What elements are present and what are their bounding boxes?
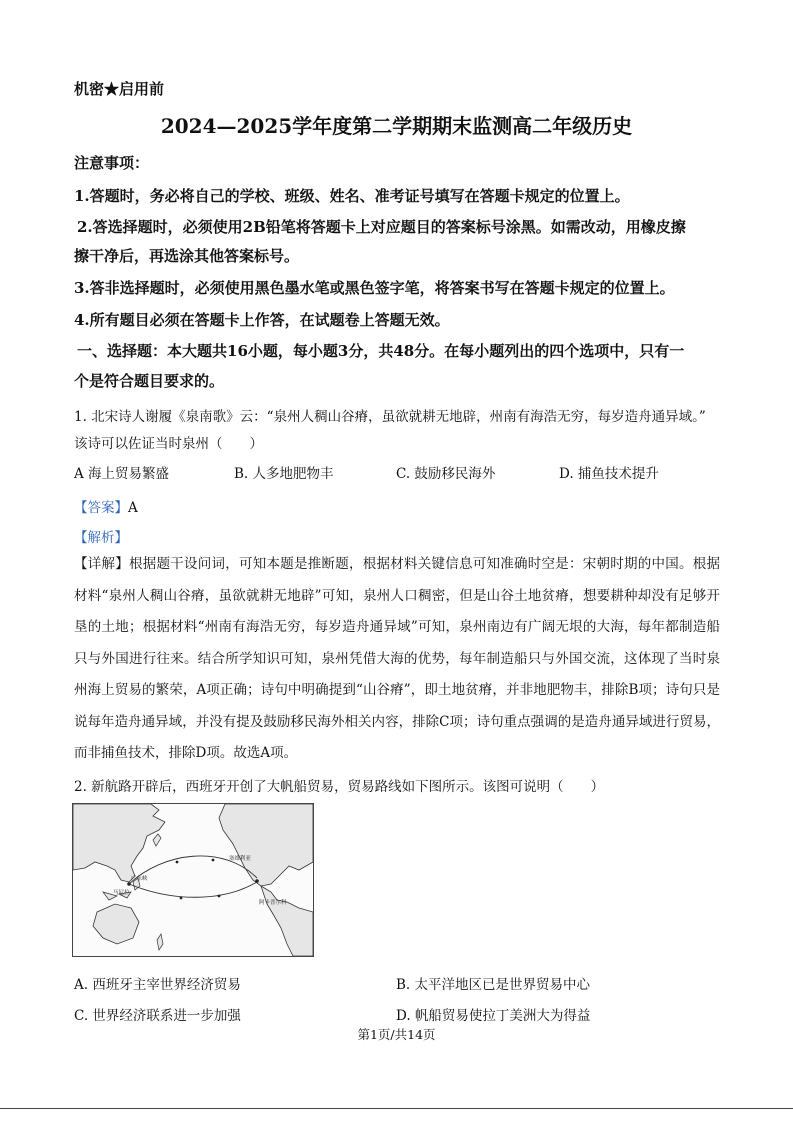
answer-label: 【答案】 bbox=[74, 500, 128, 516]
q1-stem-cont: 该诗可以佐证当时泉州（ ） bbox=[74, 436, 263, 452]
map-label-canton: 广东峡 bbox=[131, 876, 148, 882]
page-number: 第1页/共14页 bbox=[357, 1027, 436, 1042]
q1-option-c: C. 鼓励移民海外 bbox=[396, 466, 496, 482]
analysis-label: 【解析】 bbox=[74, 530, 128, 546]
map-label-seville: 塞维利亚 bbox=[229, 856, 252, 862]
route-marker bbox=[218, 895, 221, 898]
south-america-landmass bbox=[261, 886, 313, 956]
detail-label: 【详解】 bbox=[74, 556, 129, 572]
asia-landmass bbox=[73, 804, 165, 882]
trade-route-map bbox=[72, 803, 314, 957]
notice-item: 擦干净后，再选涂其他答案标号。 bbox=[74, 247, 300, 265]
q1-option-d: D. 捕鱼技术提升 bbox=[559, 466, 659, 482]
q2-option-c: C. 世界经济联系进一步加强 bbox=[74, 1008, 241, 1024]
q1-option-a: A 海上贸易繁盛 bbox=[74, 466, 170, 482]
detail-text: 根据题干设问词，可知本题是推断题，根据材料关键信息可知准确时空是：宋朝时期的中国。根据材料“泉州人稠山谷瘠，虽欲就耕无地辟”可知，泉州人口稠密，但是山谷土地贫瘠，想要耕种却没有足够开垦的土地；根据材料“州南有海浩无穷，每岁造舟通异域”可知，泉州南边有广阔无垠的大海，每年都制造船只与外国进行往来。结合所学知识可知，泉州凭借大海的优势，每年制造船只与外国交流，这体现了当时泉州海上贸易的繁荣，A项正确；诗句中明确提到“山谷瘠”，即土地贫瘠，并非地肥物丰，排除B项；诗句只是说每年造舟通异域，并没有提及鼓励移民海外相关内容，排除C项；诗句重点强调的是造舟通异域进行贸易，而非捕鱼技术，排除D项。故选A项。 bbox=[74, 556, 720, 761]
new-zealand-island bbox=[157, 934, 163, 950]
q2-option-b: B. 太平洋地区已是世界贸易中心 bbox=[396, 977, 591, 993]
notice-heading: 注意事项： bbox=[74, 154, 150, 172]
map-label-manila: 马尼拉 bbox=[113, 890, 130, 896]
notice-item: 1.答题时，务必将自己的学校、班级、姓名、准考证号填写在答题卡规定的位置上。 bbox=[74, 187, 630, 205]
section-heading: 一、选择题：本大题共16小题，每小题3分，共48分。在每小题列出的四个选项中，只有一 bbox=[77, 342, 685, 360]
confidential-label: 机密★启用前 bbox=[74, 80, 165, 98]
notice-item: 2.答选择题时，必须使用2B铅笔将答题卡上对应题目的答案标号涂黑。如需改动，用橡皮擦 bbox=[77, 218, 686, 236]
notice-item: 3.答非选择题时，必须使用黑色墨水笔或黑色签字笔，将答案书写在答题卡规定的位置上。 bbox=[74, 279, 675, 297]
manila-dot bbox=[127, 882, 131, 886]
north-america-landmass bbox=[219, 804, 313, 886]
route-marker bbox=[212, 859, 215, 862]
q1-answer bbox=[74, 496, 138, 516]
route-marker bbox=[176, 861, 179, 864]
japan-island bbox=[153, 834, 161, 846]
q1-option-b: B. 人多地肥物丰 bbox=[234, 466, 334, 482]
australia-landmass bbox=[93, 904, 139, 944]
map-label-acapulco: 阿卡普尔科 bbox=[259, 900, 287, 906]
q2-option-d: D. 帆船贸易使拉丁美洲大为得益 bbox=[396, 1008, 591, 1024]
acapulco-dot bbox=[255, 879, 259, 883]
route-south bbox=[129, 882, 257, 897]
bottom-divider bbox=[0, 1108, 793, 1109]
q1-detail bbox=[74, 549, 720, 770]
section-heading-cont: 个是符合题目要求的。 bbox=[74, 372, 225, 390]
answer-value: A bbox=[128, 500, 138, 516]
map-figure bbox=[73, 804, 313, 956]
q1-stem: 1. 北宋诗人谢履《泉南歌》云：“泉州人稠山谷瘠，虽欲就耕无地辟，州南有海浩无穷，每岁造舟通异域。” bbox=[74, 409, 706, 425]
route-marker bbox=[180, 897, 183, 900]
notice-item: 4.所有题目必须在答题卡上作答，在试题卷上答题无效。 bbox=[74, 311, 450, 329]
q2-stem: 2. 新航路开辟后，西班牙开创了大帆船贸易，贸易路线如下图所示。该图可说明（ ） bbox=[74, 779, 605, 795]
page-title: 2024—2025学年度第二学期期末监测高二年级历史 bbox=[160, 114, 633, 138]
q2-option-a: A. 西班牙主宰世界经济贸易 bbox=[74, 977, 241, 993]
